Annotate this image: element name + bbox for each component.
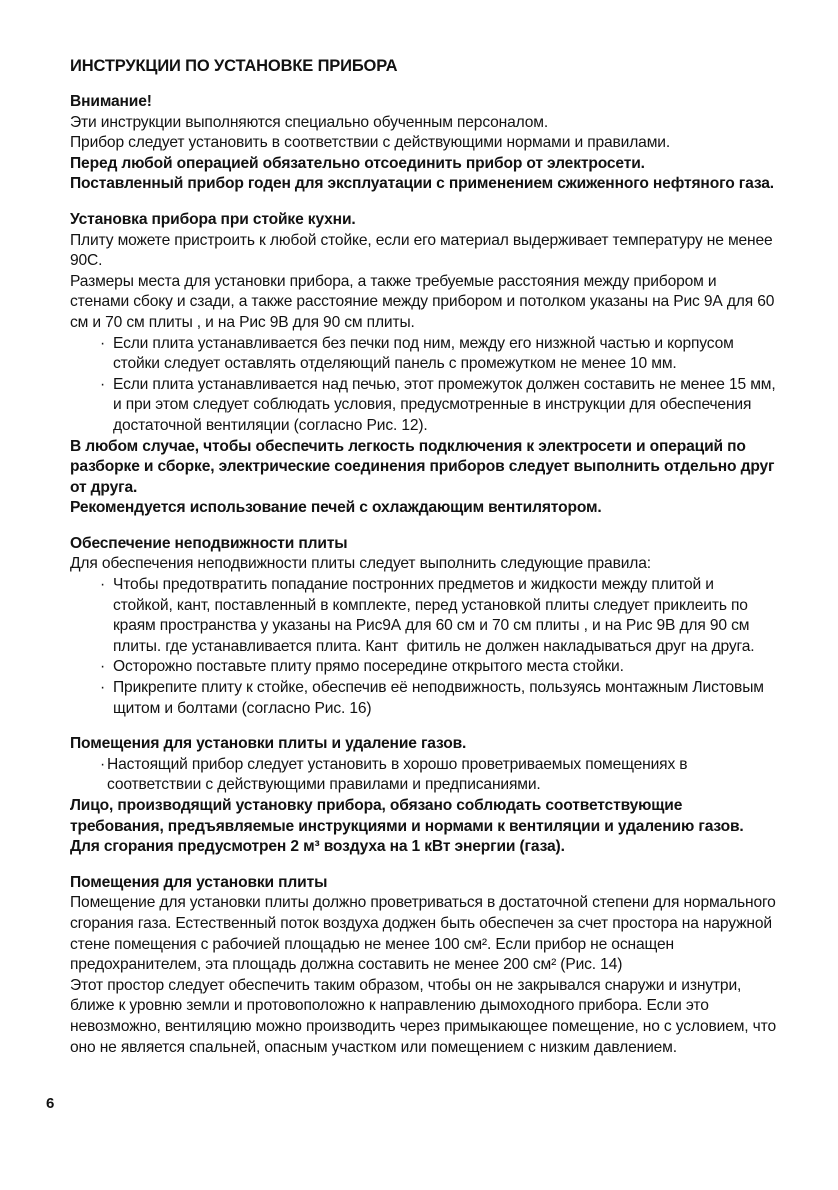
paragraph: Размеры места для установки прибора, а также требуемые расстояния между прибором и стенами сбоку и сзади, а также расстояние между прибором и потолком указаны на Рис 9А для 60 см и 70 см плиты , и на Рис 9В для 90 см плиты. [70,272,779,331]
paragraph-bold: Лицо, производящий установку прибора, обязано соблюдать соответствующие требования, предъявляемые инструкциями и нормами к вентиляции и удалению газов. Для сгорания предусмотрен 2 м³ воздуха на 1 кВт энергии (газа). [70,797,748,856]
paragraph-bold: Перед любой операцией обязательно отсоединить прибор от электросети. [70,154,645,172]
section-heading-warning: Внимание! [70,93,152,110]
paragraph: Помещение для установки плиты должно проветриваться в достаточной степени для нормального сгорания газа. Естественный поток воздуха доджен быть обеспечен за счет простора на наружной стене помещения с рабочией площадью не менее 100 см². Если прибор не оснащен предохранителем, эта площадь должна составить не менее 200 см² (Рис. 14) [70,894,780,974]
list-item-text: Чтобы предотвратить попадание постронних предметов и жидкости между плитой и стойкой, кант, поставленный в комплекте, перед установкой плиты следует приклеить по краям пространства у указаны на Рис9А для 60 см и 70 см плиты , и на Рис 9В для 90 см плиты. где устанавливается плита. Кант фитиль не должен накладываться друг на друга. [113,576,755,655]
list-item-text: Если плита устанавливается над печью, этот промежуток должен составить не менее 15 мм, и при этом следует соблюдать условия, предусмотренные в инструкции для обеспечения достаточной вентиляции (согласно Рис. 12). [113,375,780,434]
paragraph-bold: Рекомендуется использование печей с охлаждающим вентилятором. [70,499,602,517]
bullet-icon: · [100,576,106,594]
bullet-icon: · [100,755,106,773]
paragraph: Этот простор следует обеспечить таким образом, чтобы он не закрывался снаружи и изнутри, ближе к уровню земли и протовоположно к направлению дымоходного прибора. Если это невозможно, вентиляцию можно производить через примыкающее помещение, но с условием, что оно не является спальней, опасным участком или помещением с низким давлением. [70,976,781,1056]
section-rooms [70,873,781,1058]
paragraph-bold: В любом случае, чтобы обеспечить легкость подключения к электросети и операций по разборке и сборке, электрические соединения приборов следует выполнить отдельно друг от друга. [70,437,779,496]
list-item-text: Осторожно поставьте плиту прямо посередине открытого места стойки. [113,658,624,676]
paragraph: Эти инструкции выполняются специально обученным персоналом. [70,113,549,131]
bullet-icon: · [100,658,106,676]
bullet-icon: · [100,334,106,352]
section-heading-counter-install: Установка прибора при стойке кухни. [70,210,356,228]
bullet-icon: · [100,375,106,393]
paragraph-bold: Поставленный прибор годен для эксплуатации с применением сжиженного нефтяного газа. [70,175,774,193]
paragraph: Прибор следует установить в соответствии с действующими нормами и правилами. [70,134,671,152]
section-counter-install [70,210,780,519]
section-immobility [70,534,776,719]
section-rooms-and-gas [70,734,776,858]
list-item-text: Настоящий прибор следует установить в хорошо проветриваемых помещениях в соответствии с действующими правилами и предписаниями. [107,755,692,794]
paragraph: Для обеспечения неподвижности плиты следует выполнить следующие правила: [70,555,651,573]
page-number: 6 [46,1095,55,1112]
page-title: ИНСТРУКЦИИ ПО УСТАНОВКЕ ПРИБОРА [70,57,398,75]
section-heading-rooms: Помещения для установки плиты [70,873,328,891]
paragraph: Плиту можете пристроить к любой стойке, если его материал выдерживает температуру не менее 90С. [70,231,777,270]
list-item [70,334,776,375]
section-heading-rooms-and-gas: Помещения для установки плиты и удаление газов. [70,735,467,753]
list-item-text: Если плита устанавливается без печки под ним, между его низжной частью и корпусом стойки следует оставлять отделяющий панель с промежутком не менее 10 мм. [113,334,747,373]
instructions-document [70,56,781,1058]
list-item [70,375,780,437]
list-item [70,575,776,657]
list-item-text: Прикрепите плиту к стойке, обеспечив её неподвижность, пользуясь монтажным Листовым щитом и болтами (согласно Рис. 16) [113,679,769,717]
list-item [70,657,776,678]
section-heading-immobility: Обеспечение неподвижности плиты [70,534,348,552]
list-item [70,755,776,796]
section-warning [70,92,776,195]
bullet-icon: · [100,679,106,697]
list-item [70,678,776,719]
